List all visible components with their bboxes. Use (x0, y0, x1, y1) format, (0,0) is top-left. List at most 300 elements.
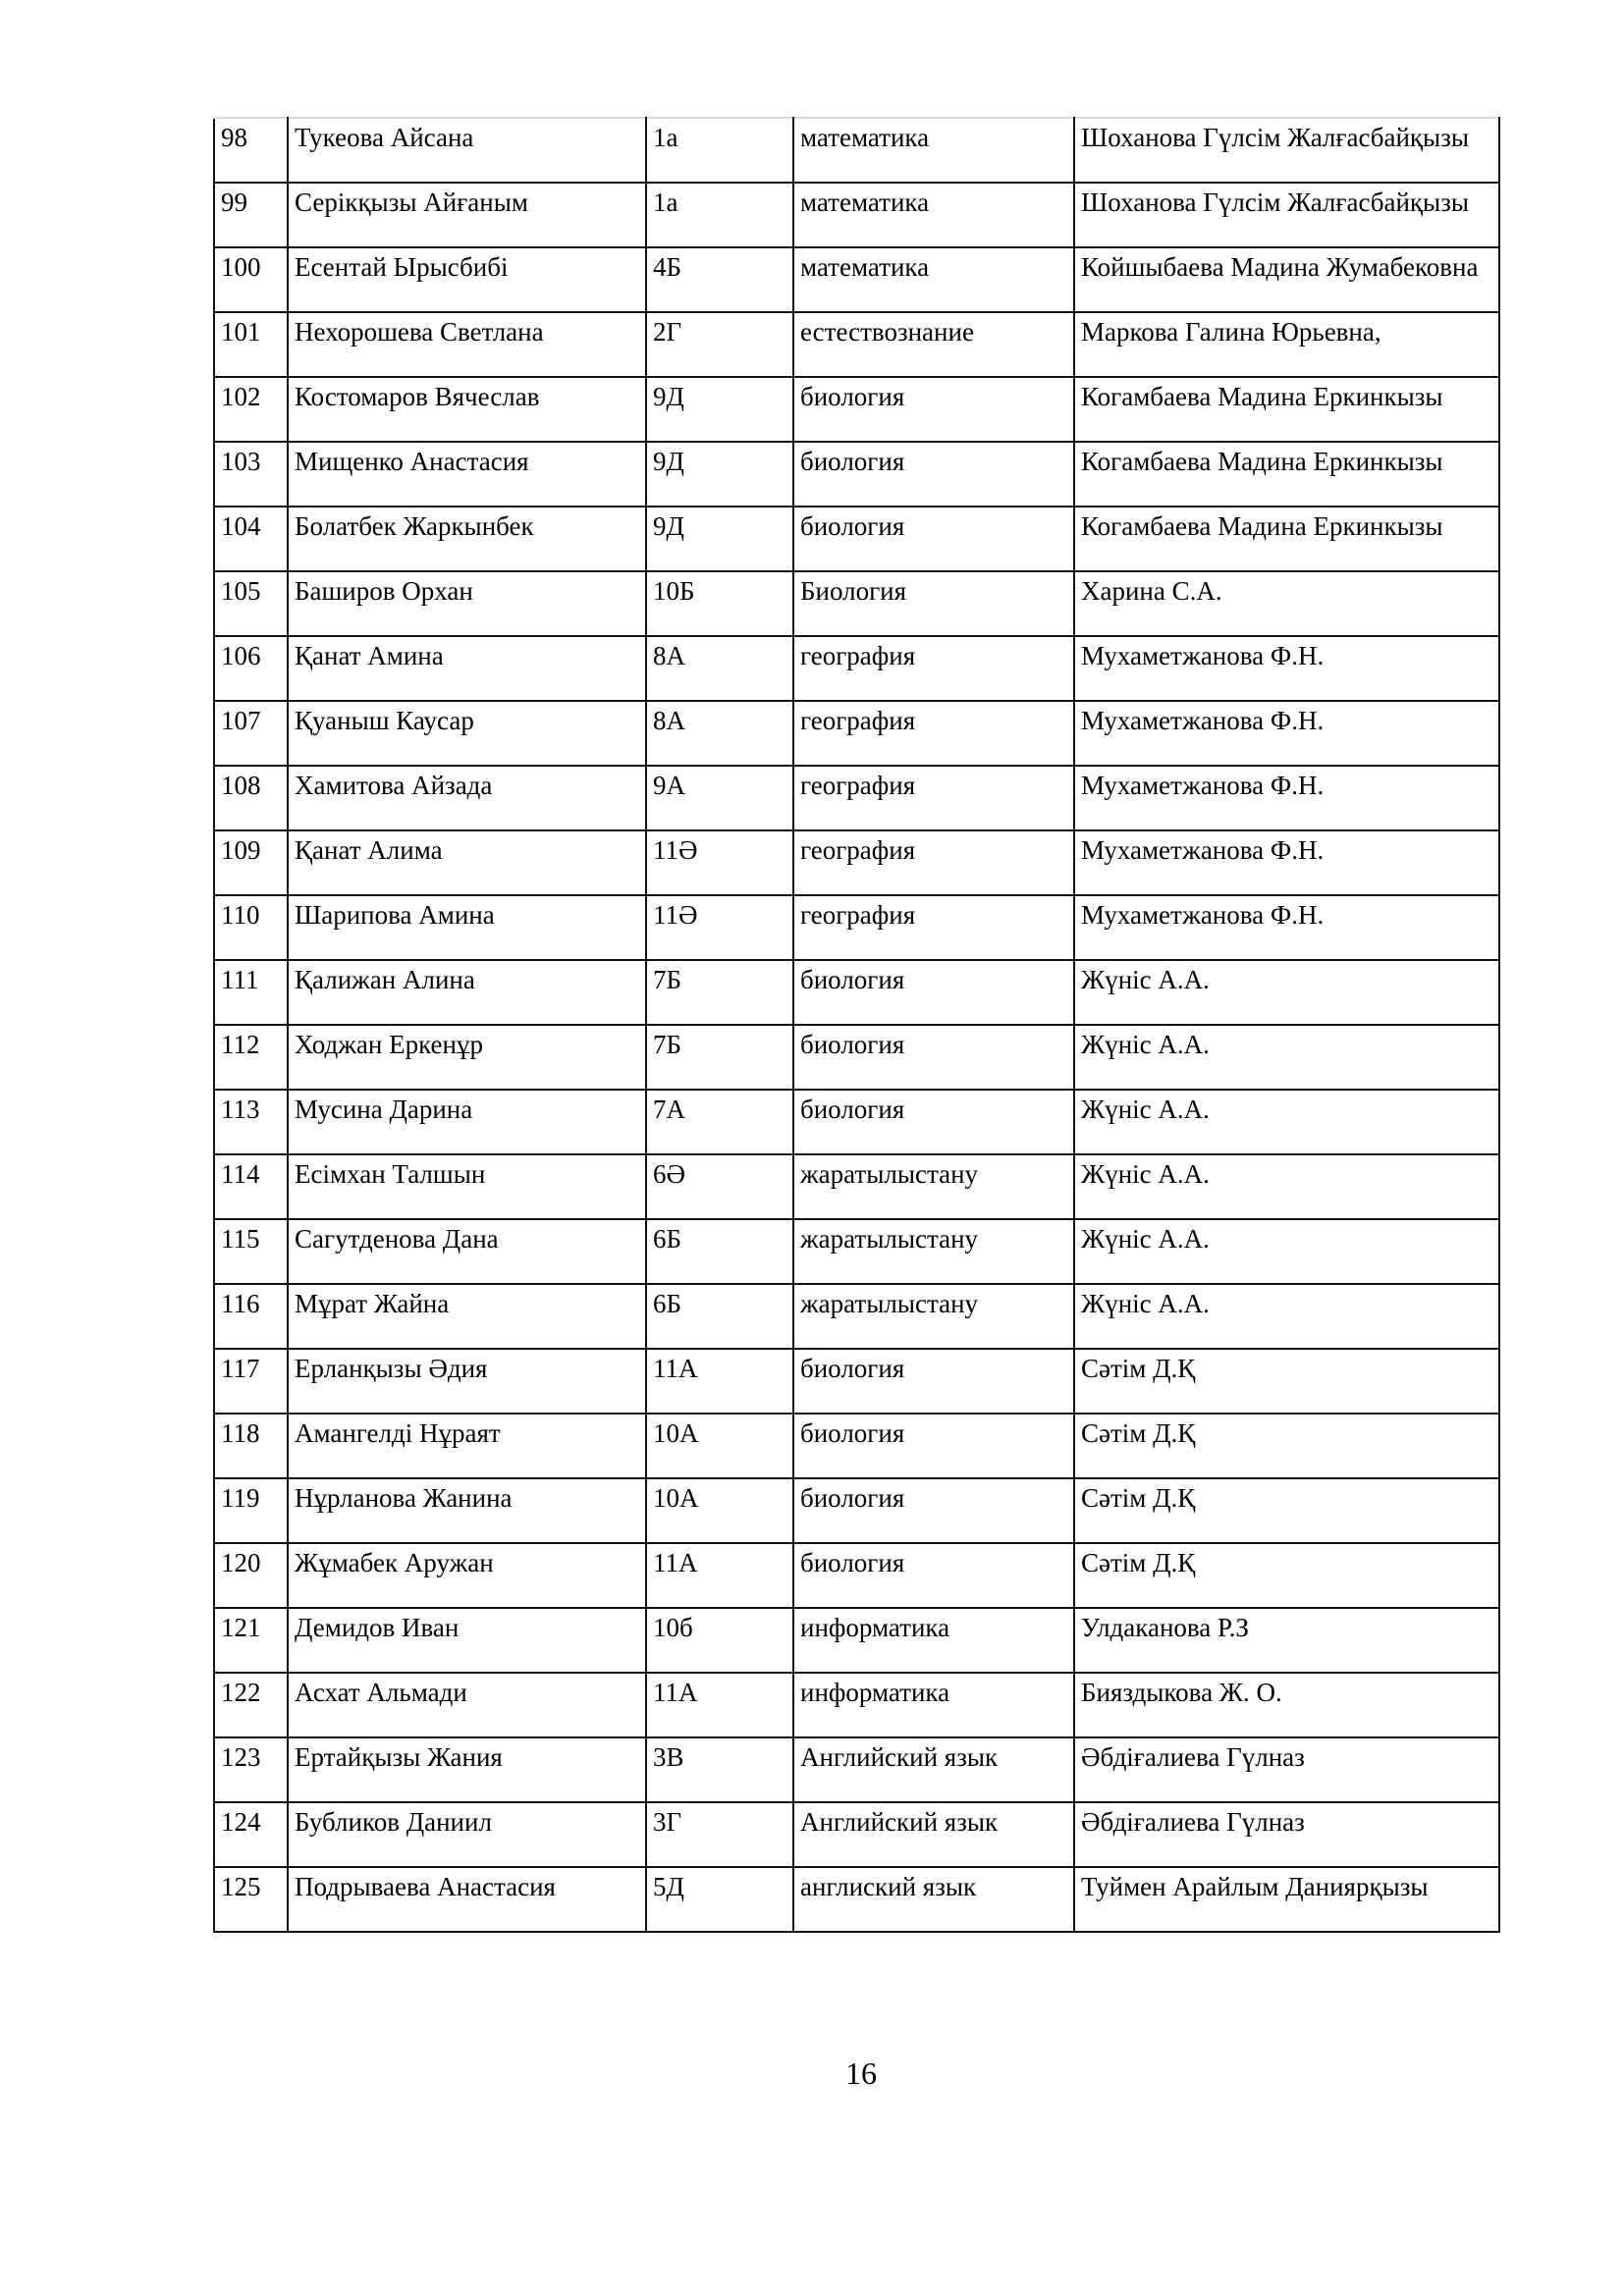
subject-text: география (800, 771, 916, 800)
class-text: 3В (653, 1742, 684, 1772)
class-text: 10А (653, 1483, 699, 1513)
student-name-text: Ертайқызы Жания (295, 1742, 503, 1772)
subject-cell (793, 312, 1074, 377)
table-row (214, 1414, 1499, 1478)
row-number-cell (214, 312, 288, 377)
subject-text: Биология (800, 576, 907, 606)
teacher-cell (1074, 1414, 1499, 1478)
student-name-text: Подрываева Анастасия (295, 1872, 556, 1901)
subject-cell (793, 636, 1074, 701)
student-name-cell (288, 1284, 646, 1349)
class-text: 11Ә (653, 900, 698, 930)
student-name-text: Жұмабек Аружан (295, 1548, 494, 1577)
student-name-cell (288, 1478, 646, 1543)
student-name-text: Есімхан Талшын (295, 1159, 486, 1189)
class-cell (646, 1608, 793, 1673)
teacher-text: Мухаметжанова Ф.Н. (1081, 706, 1325, 735)
table-row (214, 1090, 1499, 1154)
table-row (214, 118, 1499, 183)
class-text: 6Б (653, 1224, 682, 1254)
table-row (214, 507, 1499, 571)
subject-text: биология (800, 1354, 905, 1383)
class-cell (646, 1802, 793, 1867)
subject-text: биология (800, 1418, 905, 1448)
subject-text: информатика (800, 1678, 950, 1707)
subject-text: Английский язык (800, 1742, 999, 1772)
student-name-text: Қуаныш Каусар (295, 706, 474, 735)
class-cell (646, 1478, 793, 1543)
table-row (214, 312, 1499, 377)
subject-text: биология (800, 1548, 905, 1577)
row-number-cell (214, 830, 288, 895)
student-name-text: Асхат Альмади (295, 1678, 467, 1707)
student-name-text: Нехорошева Светлана (295, 317, 544, 347)
class-cell (646, 442, 793, 507)
class-cell (646, 1737, 793, 1802)
student-name-cell (288, 377, 646, 442)
student-name-cell (288, 960, 646, 1025)
teacher-cell (1074, 247, 1499, 312)
subject-text: англиский язык (800, 1872, 977, 1901)
teacher-cell (1074, 1867, 1499, 1932)
class-text: 10А (653, 1418, 699, 1448)
student-name-cell (288, 1349, 646, 1414)
table-row (214, 442, 1499, 507)
row-number-cell (214, 247, 288, 312)
student-name-text: Ерланқызы Әдия (295, 1354, 488, 1383)
teacher-text: Туймен Арайлым Даниярқызы (1081, 1872, 1429, 1901)
student-name-text: Амангелді Нұраят (295, 1418, 501, 1448)
teacher-cell (1074, 1090, 1499, 1154)
class-cell (646, 312, 793, 377)
student-name-cell (288, 1090, 646, 1154)
teacher-cell (1074, 118, 1499, 183)
subject-cell (793, 1414, 1074, 1478)
teacher-cell (1074, 312, 1499, 377)
row-number-cell (214, 1219, 288, 1284)
row-number-text: 106 (221, 641, 261, 670)
subject-cell (793, 766, 1074, 830)
teacher-text: Әбдіғалиева Гүлназ (1081, 1807, 1305, 1837)
row-number-text: 119 (221, 1483, 260, 1513)
teacher-text: Койшыбаева Мадина Жумабековна (1081, 252, 1479, 282)
class-text: 6Ә (653, 1159, 685, 1189)
row-number-text: 125 (221, 1872, 261, 1901)
row-number-cell (214, 1025, 288, 1090)
table-row (214, 1802, 1499, 1867)
student-name-text: Қанат Алима (295, 835, 443, 865)
teacher-text: Мухаметжанова Ф.Н. (1081, 900, 1325, 930)
subject-text: биология (800, 511, 905, 541)
teacher-cell (1074, 1349, 1499, 1414)
table-row (214, 636, 1499, 701)
class-text: 10б (653, 1613, 693, 1642)
table-row (214, 377, 1499, 442)
table-row (214, 1543, 1499, 1608)
row-number-text: 120 (221, 1548, 261, 1577)
row-number-text: 105 (221, 576, 261, 606)
subject-cell (793, 1090, 1074, 1154)
teacher-cell (1074, 1219, 1499, 1284)
subject-cell (793, 1154, 1074, 1219)
teacher-cell (1074, 960, 1499, 1025)
teacher-cell (1074, 1737, 1499, 1802)
teacher-cell (1074, 1608, 1499, 1673)
class-text: 1а (653, 123, 678, 152)
teacher-text: Сәтім Д.Қ (1081, 1548, 1196, 1577)
subject-cell (793, 830, 1074, 895)
student-name-cell (288, 312, 646, 377)
row-number-text: 102 (221, 382, 261, 411)
teacher-text: Әбдіғалиева Гүлназ (1081, 1742, 1305, 1772)
teacher-cell (1074, 1025, 1499, 1090)
class-cell (646, 377, 793, 442)
row-number-cell (214, 701, 288, 766)
row-number-text: 115 (221, 1224, 260, 1254)
class-text: 11А (653, 1678, 698, 1707)
row-number-text: 110 (221, 900, 260, 930)
subject-cell (793, 1349, 1074, 1414)
teacher-cell (1074, 1284, 1499, 1349)
row-number-cell (214, 895, 288, 960)
row-number-cell (214, 1349, 288, 1414)
class-text: 8А (653, 706, 685, 735)
class-text: 1а (653, 187, 678, 217)
student-name-cell (288, 1802, 646, 1867)
class-cell (646, 1219, 793, 1284)
teacher-text: Жүніс А.А. (1081, 1224, 1210, 1254)
class-cell (646, 1543, 793, 1608)
subject-cell (793, 1673, 1074, 1737)
teacher-cell (1074, 1154, 1499, 1219)
table-row (214, 960, 1499, 1025)
teacher-cell (1074, 701, 1499, 766)
student-name-cell (288, 247, 646, 312)
teacher-text: Харина С.А. (1081, 576, 1222, 606)
subject-cell (793, 1802, 1074, 1867)
class-cell (646, 960, 793, 1025)
page-number: 16 (845, 2056, 877, 2091)
row-number-text: 113 (221, 1095, 260, 1124)
table-row (214, 183, 1499, 247)
teacher-text: Сәтім Д.Қ (1081, 1483, 1196, 1513)
subject-text: жаратылыстану (800, 1159, 979, 1189)
class-text: 3Г (653, 1807, 682, 1837)
class-cell (646, 1349, 793, 1414)
subject-cell (793, 1284, 1074, 1349)
student-name-cell (288, 183, 646, 247)
student-name-text: Мищенко Анастасия (295, 447, 529, 476)
row-number-cell (214, 636, 288, 701)
class-cell (646, 1284, 793, 1349)
student-name-text: Костомаров Вячеслав (295, 382, 540, 411)
class-cell (646, 571, 793, 636)
student-name-cell (288, 1543, 646, 1608)
row-number-text: 112 (221, 1030, 260, 1059)
class-text: 11А (653, 1354, 698, 1383)
class-cell (646, 830, 793, 895)
subject-text: география (800, 706, 916, 735)
class-cell (646, 183, 793, 247)
student-name-text: Есентай Ырысбибі (295, 252, 509, 282)
table-row (214, 1219, 1499, 1284)
student-name-text: Ходжан Еркенұр (295, 1030, 483, 1059)
student-name-cell (288, 442, 646, 507)
table-row (214, 1608, 1499, 1673)
table-row (214, 1284, 1499, 1349)
class-text: 10Б (653, 576, 695, 606)
teacher-text: Мухаметжанова Ф.Н. (1081, 835, 1325, 865)
table-row (214, 830, 1499, 895)
class-cell (646, 507, 793, 571)
class-cell (646, 895, 793, 960)
class-cell (646, 1867, 793, 1932)
class-text: 9Д (653, 447, 684, 476)
subject-text: биология (800, 382, 905, 411)
subject-cell (793, 701, 1074, 766)
class-text: 4Б (653, 252, 682, 282)
class-cell (646, 636, 793, 701)
row-number-cell (214, 1802, 288, 1867)
subject-text: жаратылыстану (800, 1224, 979, 1254)
student-name-text: Серікқызы Айғаным (295, 187, 528, 217)
teacher-text: Жүніс А.А. (1081, 1030, 1210, 1059)
participants-table (213, 117, 1500, 1933)
class-text: 2Г (653, 317, 682, 347)
row-number-cell (214, 1478, 288, 1543)
student-name-cell (288, 701, 646, 766)
class-text: 11А (653, 1548, 698, 1577)
row-number-cell (214, 1608, 288, 1673)
student-name-text: Болатбек Жаркынбек (295, 511, 534, 541)
subject-cell (793, 1737, 1074, 1802)
student-name-cell (288, 1154, 646, 1219)
table-row (214, 1673, 1499, 1737)
student-name-cell (288, 1414, 646, 1478)
student-name-cell (288, 571, 646, 636)
row-number-cell (214, 1673, 288, 1737)
teacher-cell (1074, 895, 1499, 960)
teacher-cell (1074, 377, 1499, 442)
row-number-text: 118 (221, 1418, 260, 1448)
class-text: 7Б (653, 1030, 682, 1059)
class-cell (646, 1090, 793, 1154)
class-text: 8А (653, 641, 685, 670)
subject-cell (793, 571, 1074, 636)
teacher-cell (1074, 507, 1499, 571)
student-name-text: Баширов Орхан (295, 576, 473, 606)
teacher-cell (1074, 1673, 1499, 1737)
row-number-cell (214, 1284, 288, 1349)
subject-text: биология (800, 1483, 905, 1513)
subject-cell (793, 507, 1074, 571)
teacher-text: Жүніс А.А. (1081, 1095, 1210, 1124)
teacher-cell (1074, 766, 1499, 830)
class-cell (646, 1414, 793, 1478)
row-number-cell (214, 1543, 288, 1608)
row-number-text: 101 (221, 317, 261, 347)
subject-text: математика (800, 252, 930, 282)
student-name-cell (288, 1025, 646, 1090)
class-text: 9Д (653, 511, 684, 541)
teacher-text: Сәтім Д.Қ (1081, 1354, 1196, 1383)
row-number-text: 121 (221, 1613, 261, 1642)
class-cell (646, 1673, 793, 1737)
teacher-text: Когамбаева Мадина Еркинкызы (1081, 511, 1443, 541)
subject-text: математика (800, 187, 930, 217)
subject-cell (793, 1867, 1074, 1932)
class-text: 9Д (653, 382, 684, 411)
row-number-text: 122 (221, 1678, 261, 1707)
row-number-text: 103 (221, 447, 261, 476)
subject-text: география (800, 641, 916, 670)
row-number-cell (214, 960, 288, 1025)
student-name-cell (288, 1608, 646, 1673)
row-number-text: 116 (221, 1289, 260, 1318)
table-row (214, 1478, 1499, 1543)
subject-text: математика (800, 123, 930, 152)
subject-cell (793, 442, 1074, 507)
row-number-text: 123 (221, 1742, 261, 1772)
subject-text: естествознание (800, 317, 974, 347)
teacher-cell (1074, 1543, 1499, 1608)
table-row (214, 1737, 1499, 1802)
teacher-text: Сәтім Д.Қ (1081, 1418, 1196, 1448)
subject-text: география (800, 835, 916, 865)
teacher-cell (1074, 1802, 1499, 1867)
row-number-text: 100 (221, 252, 261, 282)
subject-text: биология (800, 447, 905, 476)
teacher-text: Бияздыкова Ж. О. (1081, 1678, 1282, 1707)
subject-cell (793, 1025, 1074, 1090)
student-name-cell (288, 1219, 646, 1284)
student-name-cell (288, 507, 646, 571)
student-name-text: Қалижан Алина (295, 965, 475, 994)
student-name-cell (288, 1673, 646, 1737)
student-name-text: Тукеова Айсана (295, 123, 474, 152)
class-cell (646, 766, 793, 830)
teacher-text: Мухаметжанова Ф.Н. (1081, 771, 1325, 800)
teacher-cell (1074, 571, 1499, 636)
row-number-text: 117 (221, 1354, 260, 1383)
subject-text: география (800, 900, 916, 930)
row-number-cell (214, 1154, 288, 1219)
class-cell (646, 1154, 793, 1219)
subject-cell (793, 895, 1074, 960)
row-number-text: 107 (221, 706, 261, 735)
subject-text: биология (800, 1095, 905, 1124)
class-text: 7А (653, 1095, 685, 1124)
student-name-text: Мұрат Жайна (295, 1289, 450, 1318)
row-number-cell (214, 1090, 288, 1154)
row-number-text: 99 (221, 187, 247, 217)
teacher-text: Шоханова Гүлсім Жалғасбайқызы (1081, 187, 1469, 217)
teacher-text: Маркова Галина Юрьевна, (1081, 317, 1381, 347)
teacher-text: Мухаметжанова Ф.Н. (1081, 641, 1325, 670)
subject-cell (793, 183, 1074, 247)
class-text: 7Б (653, 965, 682, 994)
row-number-text: 108 (221, 771, 261, 800)
subject-cell (793, 1219, 1074, 1284)
row-number-cell (214, 1737, 288, 1802)
row-number-cell (214, 1414, 288, 1478)
row-number-cell (214, 571, 288, 636)
subject-cell (793, 1543, 1074, 1608)
class-cell (646, 118, 793, 183)
teacher-cell (1074, 830, 1499, 895)
table-row (214, 1867, 1499, 1932)
table-row (214, 571, 1499, 636)
teacher-text: Жүніс А.А. (1081, 1289, 1210, 1318)
teacher-text: Когамбаева Мадина Еркинкызы (1081, 447, 1443, 476)
table-row (214, 1154, 1499, 1219)
class-cell (646, 1025, 793, 1090)
teacher-cell (1074, 183, 1499, 247)
class-text: 6Б (653, 1289, 682, 1318)
row-number-text: 98 (221, 123, 247, 152)
row-number-cell (214, 442, 288, 507)
student-name-text: Нұрланова Жанина (295, 1483, 513, 1513)
row-number-text: 111 (221, 965, 259, 994)
class-cell (646, 701, 793, 766)
student-name-cell (288, 118, 646, 183)
table-row (214, 247, 1499, 312)
subject-cell (793, 1478, 1074, 1543)
teacher-text: Жүніс А.А. (1081, 965, 1210, 994)
subject-text: жаратылыстану (800, 1289, 979, 1318)
student-name-text: Шарипова Амина (295, 900, 495, 930)
teacher-cell (1074, 1478, 1499, 1543)
class-text: 9А (653, 771, 685, 800)
teacher-text: Жүніс А.А. (1081, 1159, 1210, 1189)
row-number-cell (214, 1867, 288, 1932)
student-name-cell (288, 1737, 646, 1802)
student-name-cell (288, 766, 646, 830)
row-number-cell (214, 507, 288, 571)
student-name-cell (288, 1867, 646, 1932)
student-name-cell (288, 830, 646, 895)
table-body (214, 118, 1499, 1932)
teacher-text: Улдаканова Р.З (1081, 1613, 1249, 1642)
teacher-text: Когамбаева Мадина Еркинкызы (1081, 382, 1443, 411)
table-row (214, 701, 1499, 766)
student-name-text: Хамитова Айзада (295, 771, 493, 800)
student-name-text: Мусина Дарина (295, 1095, 473, 1124)
subject-text: биология (800, 965, 905, 994)
class-text: 11Ә (653, 835, 698, 865)
student-name-text: Бубликов Даниил (295, 1807, 492, 1837)
subject-cell (793, 1608, 1074, 1673)
student-name-text: Демидов Иван (295, 1613, 460, 1642)
class-cell (646, 247, 793, 312)
teacher-text: Шоханова Гүлсім Жалғасбайқызы (1081, 123, 1469, 152)
subject-cell (793, 118, 1074, 183)
teacher-cell (1074, 442, 1499, 507)
subject-text: информатика (800, 1613, 950, 1642)
subject-text: биология (800, 1030, 905, 1059)
table-row (214, 1025, 1499, 1090)
student-name-cell (288, 895, 646, 960)
table-row (214, 895, 1499, 960)
row-number-cell (214, 766, 288, 830)
row-number-cell (214, 377, 288, 442)
subject-text: Английский язык (800, 1807, 999, 1837)
row-number-text: 104 (221, 511, 261, 541)
subject-cell (793, 960, 1074, 1025)
subject-cell (793, 377, 1074, 442)
table-row (214, 1349, 1499, 1414)
student-name-text: Қанат Амина (295, 641, 444, 670)
